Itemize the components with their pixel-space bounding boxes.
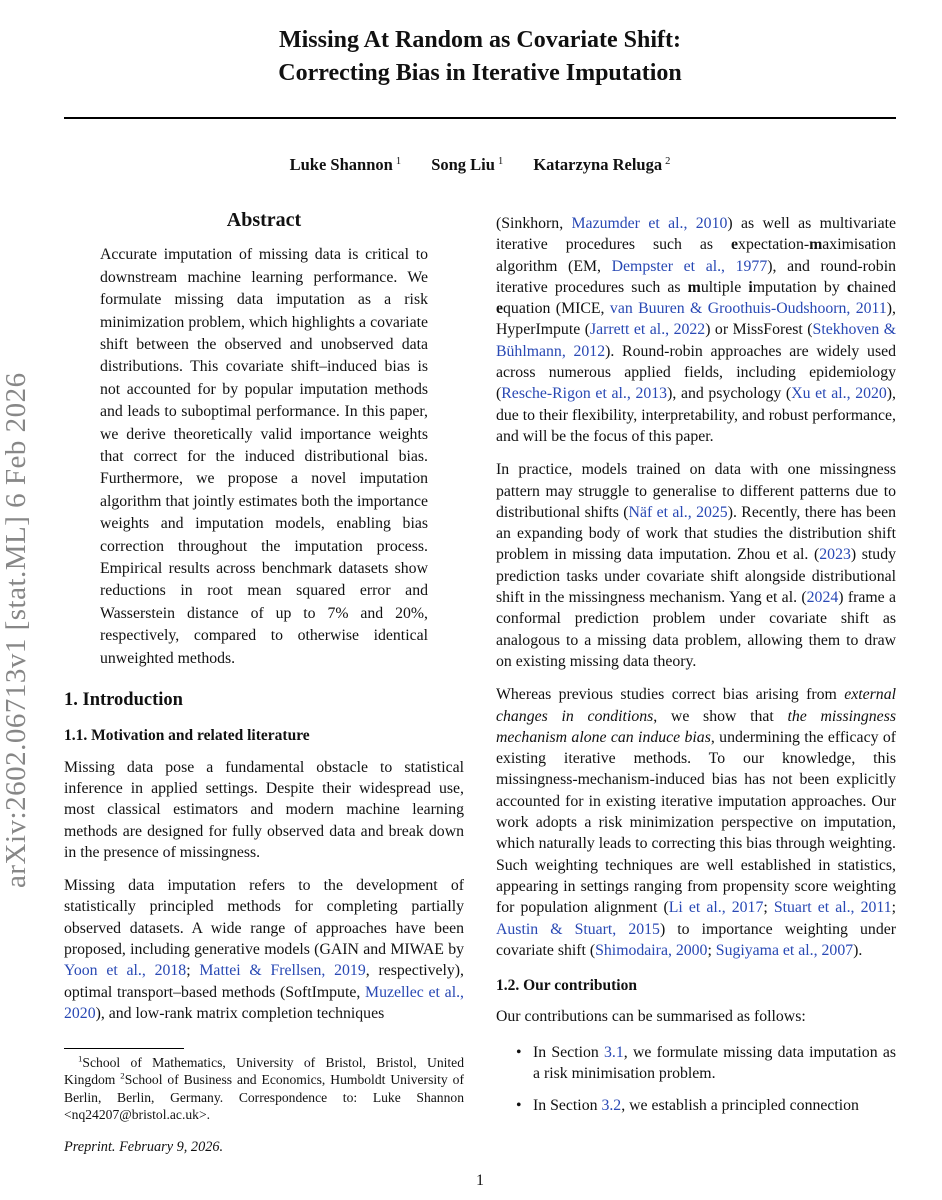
text-segment: (Sinkhorn, <box>496 215 572 232</box>
text-segment: ; <box>891 899 896 917</box>
text-segment: ), and psychology ( <box>667 385 792 403</box>
text-segment: ), due to their flexibility, interpretability, and robust performance, and will be the focus of this paper. <box>496 385 897 445</box>
text-segment: e <box>731 236 739 254</box>
left-column <box>64 210 464 1036</box>
author-name: Katarzyna Reluga <box>533 155 663 174</box>
paragraph-right-1 <box>496 213 896 447</box>
citation-link[interactable]: Näf et al., 2025 <box>628 503 728 521</box>
preprint-notice: Preprint. February 9, 2026. <box>64 1138 224 1155</box>
citation-link[interactable]: Mattei & Frellsen, 2019 <box>199 962 366 980</box>
section-heading-introduction: 1. Introduction <box>64 690 183 711</box>
citation-link[interactable]: Austin & Stuart, 2015 <box>496 920 660 938</box>
contributions-list <box>496 1042 896 1117</box>
text-segment: Missing data imputation refers to the development of statistically principled methods for completing partially observed datasets. A wide range of approaches have been proposed, including generative models (GAIN and MIWAE by <box>64 877 464 958</box>
author-name: Luke Shannon <box>289 155 393 174</box>
abstract-text: Accurate imputation of missing data is critical to downstream machine learning performance. We formulate missing data imputation as a risk minimization problem, which highlights a covariate shift between the observed and unobserved data distributions. This covariate shift–induced bias is not accounted for by popular imputation methods and leads to suboptimal performance. In this paper, we derive theoretically valid importance weights that correct for the induced distributional bias. Furthermore, we propose a novel imputation algorithm that jointly estimates both the importance weights and imputation models, enabling bias correction throughout the imputation process. Empirical results across benchmark datasets show reductions in root mean squared error and Wasserstein distance of up to 7% and 20%, respectively, compared to otherwise identical unweighted methods. <box>100 246 428 667</box>
title-line-1: Missing At Random as Covariate Shift: <box>278 27 681 53</box>
citation-link[interactable]: Sugiyama et al., 2007 <box>715 941 854 959</box>
author-2 <box>431 155 503 174</box>
citation-link[interactable]: 3.1 <box>604 1043 624 1061</box>
title-block <box>64 24 896 90</box>
text-segment: ), and round-robin iterative procedures such as <box>496 257 896 296</box>
text-segment: ultiple <box>700 278 749 296</box>
citation-link[interactable]: Jarrett et al., 2022 <box>589 321 706 339</box>
text-segment: m <box>809 236 823 254</box>
author-1 <box>290 155 401 174</box>
text-segment: ) as well as multivariate iterative procedures such as <box>496 215 896 254</box>
text-segment: ). Recently, there has been an expanding body of work that studies the distribution shift problem in missing data imputation. Zhou et al. ( <box>496 503 896 564</box>
text-segment: ; <box>763 899 774 917</box>
text-segment: external changes in conditions <box>496 686 896 725</box>
text-segment: ; <box>186 962 200 980</box>
arxiv-stamp: arXiv:2602.06713v1 [stat.ML] 6 Feb 2026 <box>0 372 32 888</box>
list-item <box>516 1042 896 1085</box>
citation-link[interactable]: 3.2 <box>601 1097 622 1115</box>
citation-link[interactable]: 2023 <box>819 546 851 564</box>
citation-link[interactable]: Resche-Rigon et al., 2013 <box>501 385 668 403</box>
paragraph-right-3 <box>496 684 896 961</box>
text-segment: ). <box>853 941 863 959</box>
paragraph-intro-2 <box>64 875 464 1024</box>
text-segment: In Section <box>533 1097 602 1115</box>
title-line-2: Correcting Bias in Iterative Imputation <box>278 60 682 86</box>
text-segment: ), HyperImpute ( <box>496 300 896 339</box>
text-segment: In Section <box>533 1043 605 1061</box>
citation-link[interactable]: Mazumder et al., 2010 <box>571 215 728 232</box>
text-segment: ; <box>707 941 716 959</box>
text-segment: , we show that <box>653 707 788 725</box>
text-segment: aximisation algorithm (EM, <box>496 236 896 275</box>
footnote-block <box>64 1044 464 1156</box>
citation-link[interactable]: Muzellec et al., 2020 <box>64 983 464 1022</box>
footnote-marker: 1 <box>78 1053 83 1064</box>
author-3 <box>533 155 670 174</box>
text-segment: In practice, models trained on data with one missingness pattern may struggle to generalise to different patterns due to distributional shifts ( <box>496 461 896 521</box>
text-segment: School of Business and Economics, Humboldt University of Berlin, Berlin, Germany. Correspondence to: Luke Shannon <nq24207@bristol.ac.uk>. <box>64 1072 464 1123</box>
footnote-text <box>64 1054 464 1124</box>
contributions-lead: Our contributions can be summarised as follows: <box>496 1008 806 1026</box>
text-segment: ), and low-rank matrix completion techniques <box>95 1004 385 1022</box>
author-name: Song Liu <box>431 155 495 174</box>
citation-link[interactable]: 2024 <box>806 589 839 607</box>
authors-line <box>64 155 896 175</box>
affiliation-marker: 1 <box>395 155 402 167</box>
text-segment: c <box>846 278 854 296</box>
bullet-text <box>533 1097 859 1114</box>
citation-link[interactable]: Xu et al., 2020 <box>791 385 887 403</box>
paragraph-right-2 <box>496 459 896 672</box>
text-segment: xpectation- <box>738 236 810 254</box>
text-segment: ) or MissForest ( <box>705 321 813 339</box>
citation-link[interactable]: Stuart et al., 2011 <box>773 899 892 917</box>
text-segment: ). Round-robin approaches are widely used across numerous applied fields, including epidemiology ( <box>496 342 897 403</box>
subsection-heading-motivation: 1.1. Motivation and related literature <box>64 727 310 745</box>
citation-link[interactable]: Yoon et al., 2018 <box>64 962 187 980</box>
affiliation-marker: 1 <box>497 155 504 167</box>
bullet-icon: • <box>516 1097 522 1115</box>
citation-link[interactable]: Li et al., 2017 <box>668 899 764 917</box>
citation-link[interactable]: Shimodaira, 2000 <box>595 941 708 959</box>
text-segment: e <box>496 300 504 318</box>
citation-link[interactable]: Stekhoven & Bühlmann, 2012 <box>496 321 896 360</box>
bullet-text <box>533 1044 896 1082</box>
text-segment: mputation by <box>752 278 847 296</box>
abstract-heading: Abstract <box>226 209 302 231</box>
page-number: 1 <box>476 1172 484 1189</box>
text-segment: , undermining the efficacy of existing iterative methods. To our knowledge, this missingness-mechanism-induced bias has not been explicitly accounted for in existing iterative imputation approaches. Our work adopts a risk minimization perspective on imputation, which naturally leads to correcting this bias through weighting. Such weighting techniques are well established in statistics, appearing in settings ranging from propensity score weighting for population alignment ( <box>496 728 896 917</box>
text-segment: Whereas previous studies correct bias arising from <box>496 686 845 704</box>
footnote-marker: 2 <box>120 1070 125 1081</box>
list-item <box>516 1095 896 1116</box>
text-segment: , respectively), optimal transport–based methods (SoftImpute, <box>64 962 464 1001</box>
text-segment: hained <box>853 278 896 296</box>
affiliation-marker: 2 <box>665 155 671 167</box>
text-segment: ) study prediction tasks under covariate shift alongside distributional shift in the missingness mechanism. Yang et al. ( <box>496 546 896 607</box>
title-rule <box>64 117 896 119</box>
text-segment: ) to importance weighting under covariate shift ( <box>496 920 897 959</box>
text-segment: the missingness mechanism alone can induce bias <box>496 707 896 746</box>
citation-link[interactable]: Dempster et al., 1977 <box>611 257 768 275</box>
text-segment: m <box>687 278 701 296</box>
paragraph-intro-1: Missing data pose a fundamental obstacle to statistical inference in applied settings. Despite their widespread use, most classical estimators and modern machine learning methods are designed for fully observed data and break down in the presence of missingness. <box>64 758 464 861</box>
paper-title <box>64 24 896 90</box>
text-segment: i <box>748 278 753 296</box>
text-segment: quation (MICE, <box>503 300 610 318</box>
bullet-icon: • <box>516 1043 522 1061</box>
right-column <box>496 210 896 1128</box>
text-segment: , we formulate missing data imputation as a risk minimisation problem. <box>533 1043 896 1082</box>
text-segment: School of Mathematics, University of Bristol, Bristol, United Kingdom <box>64 1055 464 1088</box>
subsection-heading-contribution: 1.2. Our contribution <box>496 977 637 995</box>
text-segment: , we establish a principled connection <box>621 1097 859 1115</box>
citation-link[interactable]: van Buuren & Groothuis-Oudshoorn, 2011 <box>609 300 887 318</box>
footnote-rule <box>64 1048 184 1049</box>
text-segment: ) frame a conformal prediction problem under covariate shift as analogous to a missing data problem, allowing them to draw on existing missing data theory. <box>496 589 896 670</box>
